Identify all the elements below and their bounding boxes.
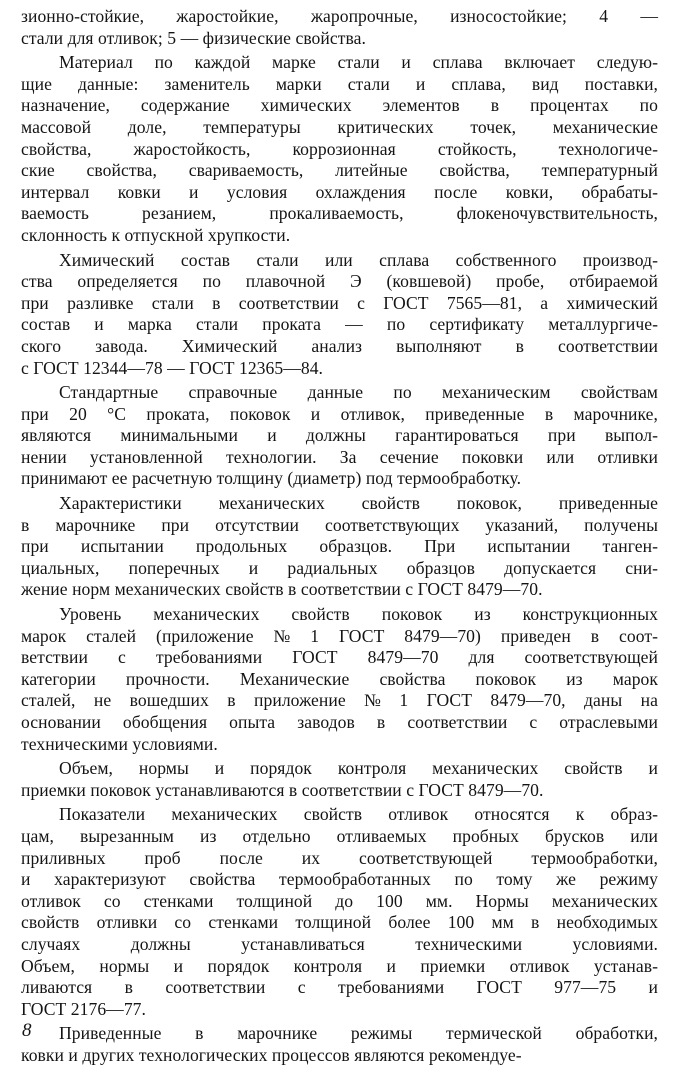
paragraph (21, 52, 658, 246)
text-line: при разливке стали в соответствии с ГОСТ 7565—81, а химический (21, 292, 658, 313)
text-line: приливных проб после их соответствующей термообработки, (21, 847, 658, 868)
text-line: жение норм механических свойств в соответствии с ГОСТ 8479—70. (21, 579, 543, 600)
text-line: цам, вырезанным из отдельно отливаемых пробных брусков или (21, 825, 658, 846)
text-line: ГОСТ 2176—77. (21, 998, 146, 1019)
text-line: и характеризуют свойства термообработанных по тому же режиму (21, 869, 658, 890)
text-line: принимают ее расчетную толщину (диаметр) под термообработку. (21, 468, 522, 489)
text-line: ского завода. Химический анализ выполняют в соответствии (21, 335, 658, 356)
text-line: зионно-стойкие, жаростойкие, жаропрочные, износостойкие; 4 — (21, 6, 658, 26)
text-line: циальных, поперечных и радиальных образцов допускается сни- (21, 557, 658, 578)
text-line: приемки поковок устанавливаются в соответствии с ГОСТ 8479—70. (21, 779, 544, 800)
text-line: в марочнике при отсутствии соответствующих указаний, получены (21, 514, 658, 535)
paragraph (21, 804, 658, 1020)
text-line: интервал ковки и условия охлаждения после ковки, обрабаты- (21, 181, 658, 202)
paragraph (21, 250, 658, 380)
text-line: марок сталей (приложение № 1 ГОСТ 8479—70) приведен в соот- (21, 625, 658, 646)
text-line: состав и марка стали проката — по сертификату металлургиче- (21, 314, 658, 335)
text-line: свойств отливки со стенками толщиной более 100 мм в необходимых (21, 912, 658, 933)
text-line: ветствии с требованиями ГОСТ 8479—70 для соответствующей (21, 647, 658, 668)
text-line: нении установленной технологии. За сечение поковки или отливки (21, 446, 658, 467)
text-line: Уровень механических свойств поковок из конструкционных (59, 604, 658, 625)
text-line: Химический состав стали или сплава собственного производ- (59, 249, 658, 270)
text-line: щие данные: заменитель марки стали и сплава, вид поставки, (21, 73, 658, 94)
text-line: ства определяется по плавочной Э (ковшевой) пробе, отбираемой (21, 271, 658, 292)
text-line: категории прочности. Механические свойства поковок из марок (21, 668, 658, 689)
body-text (21, 6, 658, 1067)
text-line: Материал по каждой марке стали и сплава включает следую- (59, 52, 658, 73)
text-line: ваемость резанием, прокаливаемость, флокеночувствительность, (21, 203, 658, 224)
paragraph (21, 382, 658, 490)
text-line: Стандартные справочные данные по механическим свойствам (59, 382, 658, 403)
text-line: с ГОСТ 12344—78 — ГОСТ 12365—84. (21, 357, 324, 378)
text-line: отливок со стенками толщиной до 100 мм. Нормы механических (21, 890, 658, 911)
text-line: массовой доле, температуры критических точек, механические (21, 116, 658, 137)
text-line: являются минимальными и должны гарантироваться при выпол- (21, 425, 658, 446)
text-line: сталей, не вошедших в приложение № 1 ГОСТ 8479—70, даны на (21, 690, 658, 711)
text-line: Объем, нормы и порядок контроля механических свойств и (59, 758, 658, 779)
paragraph (21, 758, 658, 801)
text-line: Приведенные в марочнике режимы термической обработки, (59, 1023, 658, 1044)
paragraph (21, 6, 658, 49)
text-line: ливаются в соответствии с требованиями ГОСТ 977—75 и (21, 977, 658, 998)
text-line: стали для отливок; 5 — физические свойства. (21, 27, 366, 48)
text-line: свойства, жаростойкость, коррозионная стойкость, технологиче- (21, 138, 658, 159)
text-line: Показатели механических свойств отливок относятся к образ- (59, 804, 658, 825)
text-line: ские свойства, свариваемость, литейные свойства, температурный (21, 160, 658, 181)
text-line: при 20 °С проката, поковок и отливок, приведенные в марочнике, (21, 403, 658, 424)
text-line: случаях должны устанавливаться техническими условиями. (21, 933, 658, 954)
text-line: склонность к отпускной хрупкости. (21, 224, 291, 245)
text-line: Объем, нормы и порядок контроля и приемки отливок устанав- (21, 955, 658, 976)
paragraph (21, 604, 658, 755)
paragraph (21, 493, 658, 601)
text-line: ковки и других технологических процессов являются рекомендуе- (21, 1044, 522, 1065)
text-line: техническими условиями. (21, 733, 218, 754)
text-line: при испытании продольных образцов. При испытании танген- (21, 536, 658, 557)
page-number: 8 (22, 1020, 32, 1041)
text-line: Характеристики механических свойств поковок, приведенные (59, 493, 658, 514)
text-line: назначение, содержание химических элементов в процентах по (21, 95, 658, 116)
text-line: основании обобщения опыта заводов в соответствии с отраслевыми (21, 712, 658, 732)
paragraph (21, 1023, 658, 1066)
